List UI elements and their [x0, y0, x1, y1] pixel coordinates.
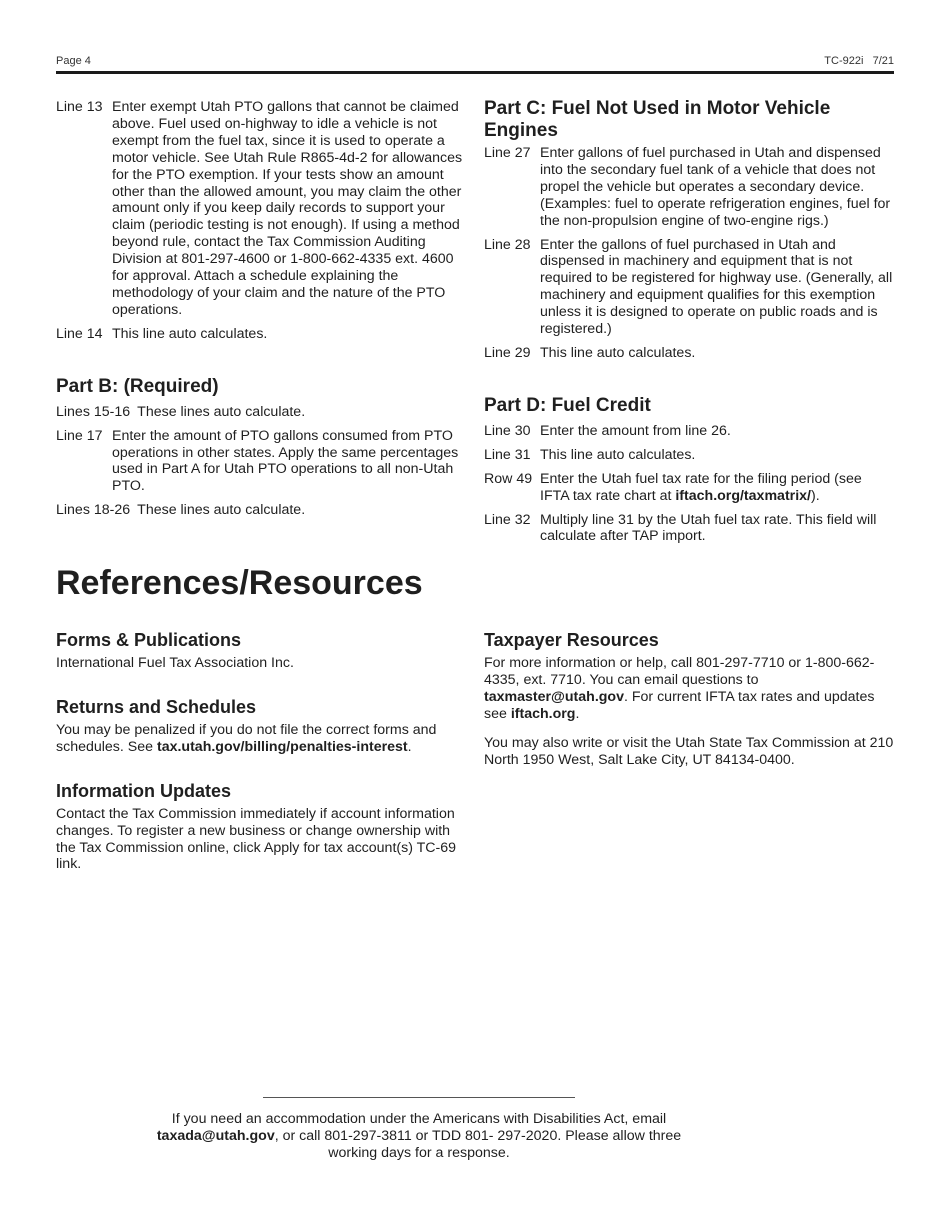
line-text: Enter gallons of fuel purchased in Utah and dispensed into the secondary fuel tank of a vehicle that does not propel the vehicle but operates a secondary device. (Examples: fuel to operate refrigeration engines, fuel for the non-propulsion engine of two-engine rigs.) [540, 145, 891, 229]
line-17-entry [56, 428, 466, 496]
line-27-entry [484, 145, 894, 230]
references-left-column [56, 630, 466, 898]
part-c-title: Part C: Fuel Not Used in Motor Vehicle Engines [484, 98, 831, 141]
footer-text: If you need an accommodation under the Americans with Disabilities Act, email [171, 1111, 667, 1127]
line-text [540, 471, 894, 505]
line-text: These lines auto calculate. [137, 502, 306, 519]
taxpayer-text-end: . [575, 705, 580, 722]
returns-schedules-section [56, 697, 466, 756]
line-14-entry [56, 326, 466, 343]
line-30-entry [484, 423, 894, 440]
line-text: Enter the amount of PTO gallons consumed from PTO operations in other states. Apply the same percentages used in Part A for Utah PTO operations to all non-Utah PTO. [112, 427, 459, 495]
part-b-title: Part B: (Required) [56, 375, 219, 397]
page-header [56, 55, 894, 67]
references-title: References/Resources [56, 564, 423, 602]
taxpayer-text: For more information or help, call 801-297-7710 or 1-800-662-4335, ext. 7710. You can email questions to [484, 655, 875, 688]
part-a-column [56, 99, 466, 526]
line-31-entry [484, 447, 894, 464]
line-label: Row 49 [484, 470, 533, 487]
line-text: Multiply line 31 by the Utah fuel tax rate. This field will calculate after TAP import. [540, 511, 877, 545]
taxmaster-email-link[interactable]: taxmaster@utah.gov [484, 688, 624, 705]
lines-15-16-entry [56, 404, 466, 421]
line-text: Enter the gallons of fuel purchased in Utah and dispensed in machinery and equipment that is not required to be registered for highway use. (Generally, all machinery and equipment qualifies for this exemption unless it is designed to operate on public roads and is registered.) [540, 236, 893, 338]
returns-text: You may be penalized if you do not file the correct forms and schedules. See [56, 721, 437, 755]
line-28-entry [484, 237, 894, 338]
line-label: Line 30 [484, 422, 531, 439]
line-label: Line 17 [56, 427, 103, 444]
document-page [56, 0, 894, 1230]
line-label: Line 29 [484, 344, 531, 361]
line-text: Enter exempt Utah PTO gallons that cannot be claimed above. Fuel used on-highway to idle a vehicle is not exempt from the fuel tax, since it is used to operate a motor vehicle. See Utah Rule R865-4d-2 for allowances for the PTO exemption. If your tests show an amount other than the allowed amount, you may claim the other amount only if you keep daily records to support your claim (periodic testing is not enough). If using a method beyond rule, contact the Tax Commission Auditing Division at 801-297-4600 or 1-800-662-4335 ext. 4600 for approval. Attach a schedule explaining the methodology of your claim and the nature of the PTO operations. [112, 99, 463, 318]
information-updates-title: Information Updates [56, 780, 232, 801]
line-label: Lines 18-26 [56, 502, 131, 519]
iftach-taxmatrix-link[interactable]: iftach.org/taxmatrix/ [675, 487, 811, 504]
forms-publications-section [56, 630, 466, 672]
line-text: This line auto calculates. [112, 325, 268, 342]
taxpayer-resources-title: Taxpayer Resources [484, 630, 659, 650]
row-49-entry [484, 471, 894, 505]
returns-schedules-text [56, 722, 466, 756]
form-id: TC-922i 7/21 [824, 55, 894, 67]
returns-schedules-title: Returns and Schedules [56, 696, 257, 717]
line-text: These lines auto calculate. [137, 403, 306, 420]
line-label: Lines 15-16 [56, 403, 131, 420]
taxpayer-resources-section [484, 630, 894, 768]
row-49-text-end: ). [810, 487, 820, 504]
returns-text-end: . [407, 738, 412, 755]
iftach-link[interactable]: iftach.org [510, 705, 576, 722]
taxada-email-link[interactable]: taxada@utah.gov [156, 1128, 275, 1144]
penalties-interest-link[interactable]: tax.utah.gov/billing/penalties-interest [156, 738, 408, 755]
line-label: Line 13 [56, 99, 103, 115]
line-32-entry [484, 512, 894, 546]
forms-publications-title: Forms & Publications [56, 630, 242, 650]
information-updates-section [56, 781, 466, 874]
line-13-entry [56, 99, 466, 319]
line-label: Line 14 [56, 325, 103, 342]
footer-rule [263, 1097, 575, 1098]
taxpayer-resources-text [484, 655, 894, 723]
information-updates-text: Contact the Tax Commission immediately if account information changes. To register a new business or change ownership with the Tax Commission online, click Apply for tax account(s) TC-69 link. [56, 805, 457, 873]
line-text: Enter the amount from line 26. [540, 422, 731, 439]
line-label: Line 27 [484, 145, 531, 161]
lines-18-26-entry [56, 502, 466, 519]
references-right-column [484, 630, 894, 768]
line-label: Line 28 [484, 236, 531, 253]
part-c-d-column [484, 98, 894, 552]
line-text: This line auto calculates. [540, 446, 696, 463]
taxpayer-address-text: You may also write or visit the Utah State Tax Commission at 210 North 1950 West, Salt Lake City, UT 84134-0400. [484, 734, 894, 768]
part-d-title: Part D: Fuel Credit [484, 394, 651, 416]
line-text: This line auto calculates. [540, 344, 696, 361]
row-49-text: Enter the Utah fuel tax rate for the filing period (see IFTA tax rate chart at [540, 470, 862, 504]
line-label: Line 32 [484, 511, 531, 528]
header-rule [56, 71, 894, 74]
forms-publications-text: International Fuel Tax Association Inc. [56, 655, 294, 671]
line-29-entry [484, 345, 894, 362]
ada-footer [150, 1111, 688, 1162]
taxpayer-text-middle: . For current IFTA tax rates and updates see [484, 688, 875, 722]
page-number: Page 4 [56, 55, 91, 67]
footer-text-end: , or call 801-297-3811 or TDD 801- 297-2020. Please allow three working days for a response. [274, 1128, 682, 1161]
line-label: Line 31 [484, 446, 531, 463]
